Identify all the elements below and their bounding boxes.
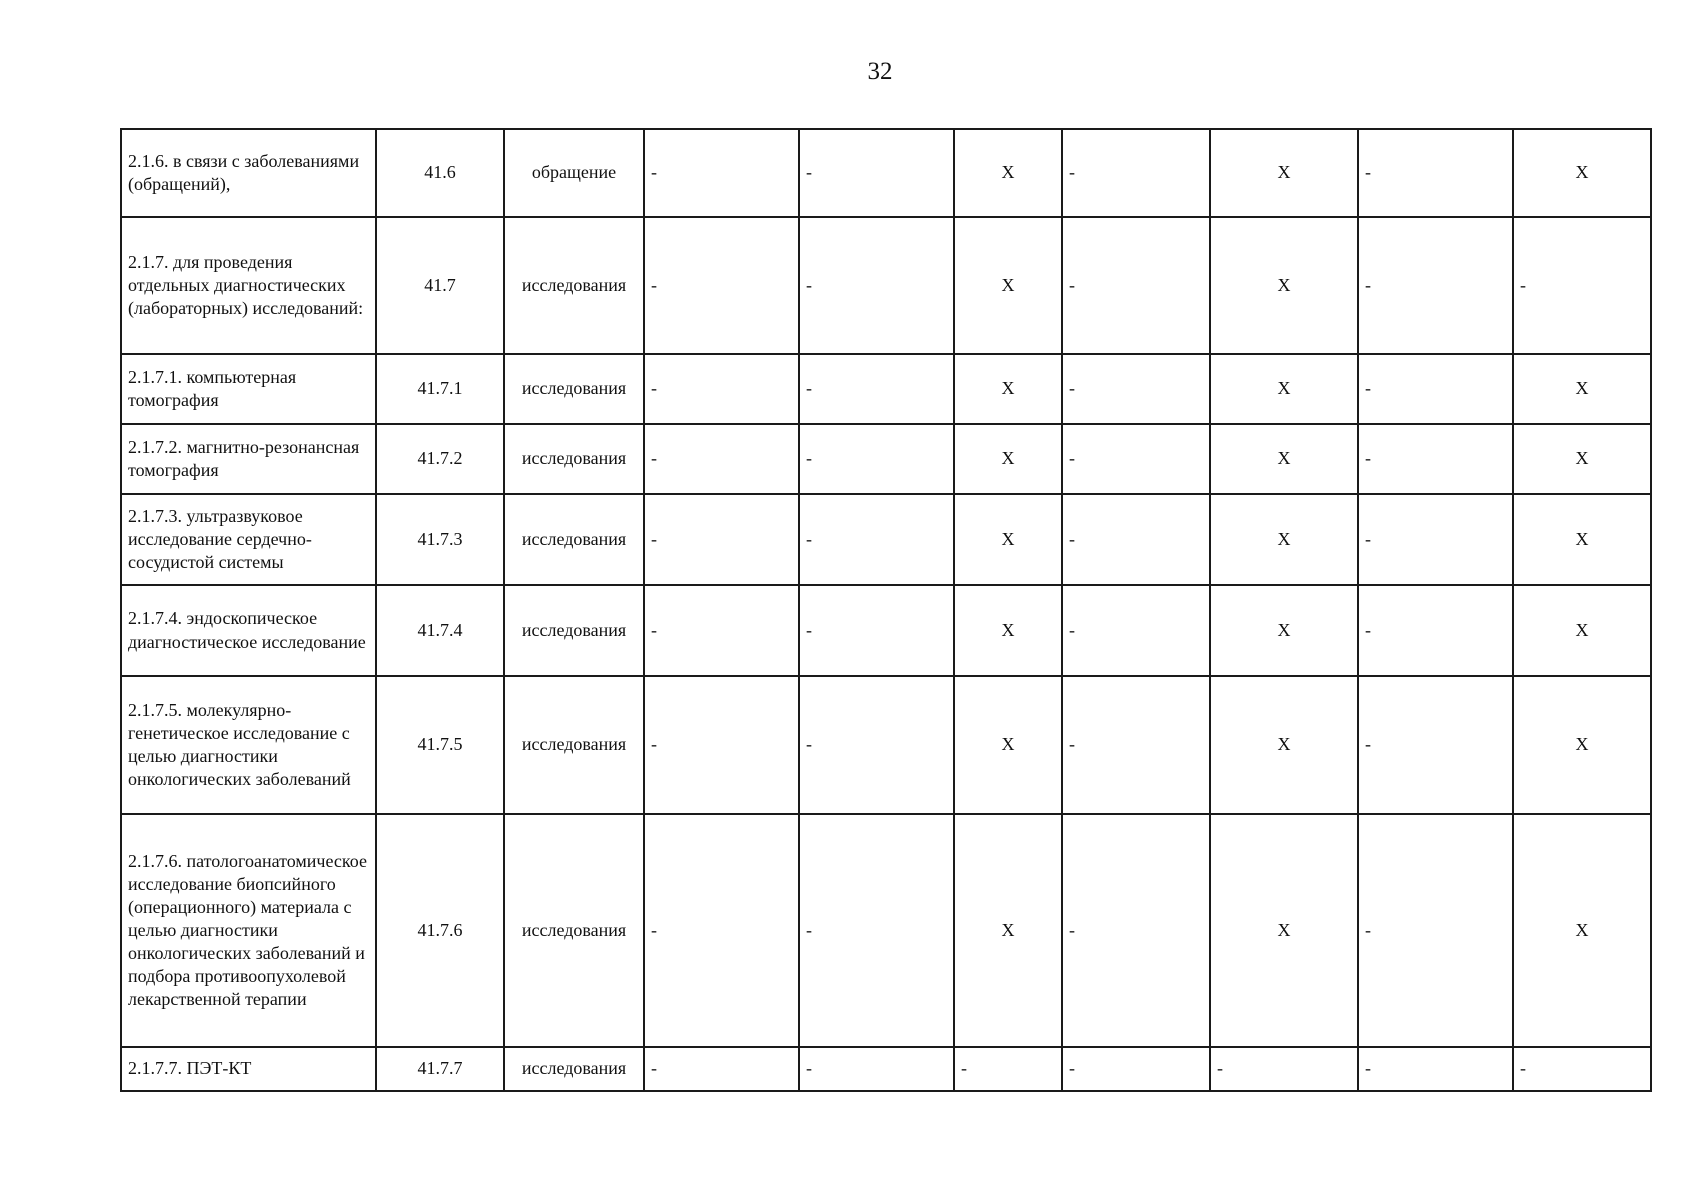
value-cell: X: [1210, 585, 1358, 676]
value-cell: X: [954, 129, 1062, 217]
value-cell: -: [1358, 129, 1513, 217]
value-cell: -: [1062, 354, 1210, 424]
row-name-cell: 2.1.6. в связи с заболеваниями (обращений),: [121, 129, 376, 217]
value-cell: -: [1358, 676, 1513, 814]
value-cell: -: [799, 129, 954, 217]
value-cell: -: [1513, 1047, 1651, 1091]
row-unit-cell: обращение: [504, 129, 644, 217]
value-cell: -: [644, 424, 799, 494]
row-name-cell: 2.1.7.4. эндоскопическое диагностическое исследование: [121, 585, 376, 676]
value-cell: X: [1513, 354, 1651, 424]
row-unit-cell: исследования: [504, 217, 644, 354]
value-cell: -: [644, 814, 799, 1047]
value-cell: X: [954, 424, 1062, 494]
value-cell: -: [799, 424, 954, 494]
row-name-cell: 2.1.7.3. ультразвуковое исследование сердечно-сосудистой системы: [121, 494, 376, 585]
value-cell: -: [1358, 494, 1513, 585]
value-cell: X: [1210, 676, 1358, 814]
value-cell: -: [644, 1047, 799, 1091]
value-cell: -: [799, 494, 954, 585]
table-row: [121, 494, 1651, 585]
value-cell: X: [954, 494, 1062, 585]
value-cell: X: [1513, 494, 1651, 585]
row-unit-cell: исследования: [504, 354, 644, 424]
row-code-cell: 41.7.3: [376, 494, 504, 585]
value-cell: -: [644, 129, 799, 217]
value-cell: X: [1210, 129, 1358, 217]
value-cell: -: [1358, 424, 1513, 494]
value-cell: X: [954, 814, 1062, 1047]
value-cell: -: [799, 1047, 954, 1091]
table-row: [121, 814, 1651, 1047]
value-cell: -: [799, 814, 954, 1047]
row-code-cell: 41.6: [376, 129, 504, 217]
value-cell: -: [644, 585, 799, 676]
value-cell: X: [1210, 494, 1358, 585]
table-row: [121, 129, 1651, 217]
row-code-cell: 41.7.4: [376, 585, 504, 676]
value-cell: -: [954, 1047, 1062, 1091]
table-row: [121, 424, 1651, 494]
value-cell: -: [644, 676, 799, 814]
table-body: [121, 129, 1651, 1091]
row-unit-cell: исследования: [504, 814, 644, 1047]
value-cell: -: [1062, 814, 1210, 1047]
table-row: [121, 354, 1651, 424]
data-table: [120, 128, 1652, 1092]
row-unit-cell: исследования: [504, 424, 644, 494]
row-name-cell: 2.1.7.7. ПЭТ-КТ: [121, 1047, 376, 1091]
value-cell: X: [954, 676, 1062, 814]
row-code-cell: 41.7.1: [376, 354, 504, 424]
value-cell: -: [1062, 424, 1210, 494]
value-cell: X: [1513, 676, 1651, 814]
value-cell: X: [954, 354, 1062, 424]
row-code-cell: 41.7.6: [376, 814, 504, 1047]
row-code-cell: 41.7.2: [376, 424, 504, 494]
value-cell: -: [1513, 217, 1651, 354]
row-name-cell: 2.1.7. для проведения отдельных диагностических (лабораторных) исследований:: [121, 217, 376, 354]
row-unit-cell: исследования: [504, 494, 644, 585]
value-cell: -: [1062, 1047, 1210, 1091]
table-row: [121, 1047, 1651, 1091]
value-cell: -: [1358, 1047, 1513, 1091]
row-name-cell: 2.1.7.2. магнитно-резонансная томография: [121, 424, 376, 494]
row-code-cell: 41.7.7: [376, 1047, 504, 1091]
value-cell: -: [644, 354, 799, 424]
row-code-cell: 41.7.5: [376, 676, 504, 814]
value-cell: -: [1062, 129, 1210, 217]
value-cell: -: [1358, 814, 1513, 1047]
value-cell: -: [1062, 676, 1210, 814]
table-row: [121, 585, 1651, 676]
value-cell: X: [1513, 585, 1651, 676]
value-cell: -: [1358, 585, 1513, 676]
row-name-cell: 2.1.7.1. компьютерная томография: [121, 354, 376, 424]
value-cell: X: [1513, 129, 1651, 217]
value-cell: -: [1062, 494, 1210, 585]
value-cell: -: [799, 217, 954, 354]
row-unit-cell: исследования: [504, 585, 644, 676]
value-cell: X: [1513, 814, 1651, 1047]
row-unit-cell: исследования: [504, 676, 644, 814]
value-cell: X: [1210, 424, 1358, 494]
value-cell: -: [799, 585, 954, 676]
value-cell: X: [954, 585, 1062, 676]
value-cell: -: [1062, 217, 1210, 354]
row-code-cell: 41.7: [376, 217, 504, 354]
value-cell: -: [1358, 217, 1513, 354]
value-cell: -: [1210, 1047, 1358, 1091]
row-name-cell: 2.1.7.6. патологоанатомическое исследование биопсийного (операционного) материала с целью диагностики онкологических заболеваний и подбора противоопухолевой лекарственной терапии: [121, 814, 376, 1047]
value-cell: X: [954, 217, 1062, 354]
value-cell: -: [799, 676, 954, 814]
value-cell: X: [1210, 814, 1358, 1047]
value-cell: -: [644, 217, 799, 354]
page-number: 32: [867, 58, 893, 85]
table-row: [121, 217, 1651, 354]
row-unit-cell: исследования: [504, 1047, 644, 1091]
value-cell: -: [1358, 354, 1513, 424]
value-cell: -: [799, 354, 954, 424]
value-cell: -: [644, 494, 799, 585]
value-cell: X: [1513, 424, 1651, 494]
value-cell: X: [1210, 354, 1358, 424]
value-cell: X: [1210, 217, 1358, 354]
table-row: [121, 676, 1651, 814]
value-cell: -: [1062, 585, 1210, 676]
row-name-cell: 2.1.7.5. молекулярно-генетическое исследование с целью диагностики онкологических заболеваний: [121, 676, 376, 814]
